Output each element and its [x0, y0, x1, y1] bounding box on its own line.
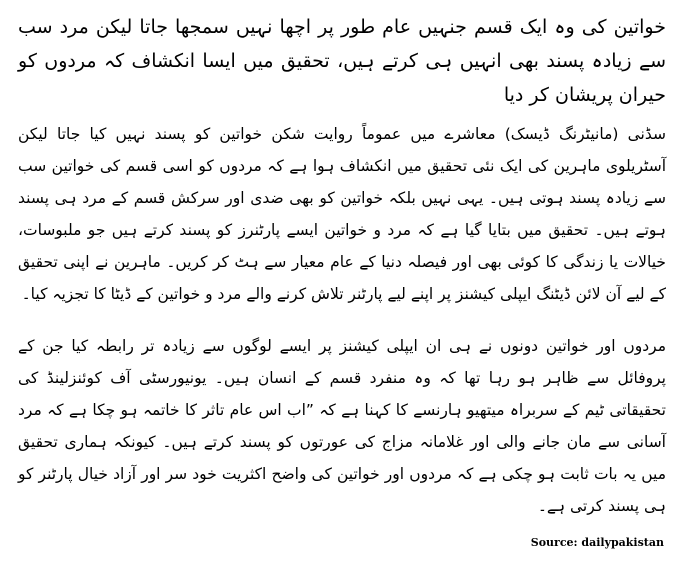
article-body [18, 10, 666, 542]
article-paragraph-2: مردوں اور خواتین دونوں نے ہی ان ایپلی کیشنز پر ایسے لوگوں سے زیادہ تر رابطہ کیا جن کے پروفائل سے ظاہر ہو رہا تھا کہ وہ منفرد قسم کے انسان ہیں۔ یونیورسٹی آف کوئنزلینڈ کی تحقیقاتی ٹیم کے سربراہ میتھیو ہارنسے کا کہنا ہے کہ ”اب اس عام تاثر کا خاتمہ ہو چکا ہے کہ مرد آسانی سے مان جانے والی اور غلامانہ مزاج کی عورتوں کو پسند کرتے ہیں۔ کیونکہ ہماری تحقیق میں یہ بات ثابت ہو چکی ہے کہ مردوں اور خواتین کی واضح اکثریت خود سر اور آزاد خیال پارٹنر کو ہی پسند کرتی ہے۔ [18, 337, 666, 515]
article-paragraph-1: سڈنی (مانیٹرنگ ڈیسک) معاشرے میں عموماً روایت شکن خواتین کو پسند نہیں کیا جاتا لیکن آسٹریلوی ماہرین کی ایک نئی تحقیق میں انکشاف ہوا ہے کہ مردوں کو اسی قسم کی خواتین سب سے زیادہ پسند ہوتی ہیں۔ یہی نہیں بلکہ خواتین کو بھی ضدی اور سرکش قسم کے مرد ہی پسند ہوتے ہیں۔ تحقیق میں بتایا گیا ہے کہ مرد و خواتین ایسے پارٹنرز کو پسند کرتے ہیں جو ملبوسات، خیالات یا زندگی کا کوئی بھی اور فیصلہ دنیا کے عام معیار سے ہٹ کر کریں۔ ماہرین نے اپنی تحقیق کے لیے آن لائن ڈیٹنگ ایپلی کیشنز پر اپنے لیے پارٹنر تلاش کرنے والے مرد و خواتین کے ڈیٹا کا تجزیہ کیا۔ [18, 125, 666, 303]
article-headline: خواتین کی وہ ایک قسم جنہیں عام طور پر اچھا نہیں سمجھا جاتا لیکن مرد سب سے زیادہ پسند بھی انہیں ہی کرتے ہیں، تحقیق میں ایسا انکشاف کہ مردوں کو حیران پریشان کر دیا [18, 16, 666, 106]
source-credit: Source: dailypakistan [530, 536, 664, 549]
